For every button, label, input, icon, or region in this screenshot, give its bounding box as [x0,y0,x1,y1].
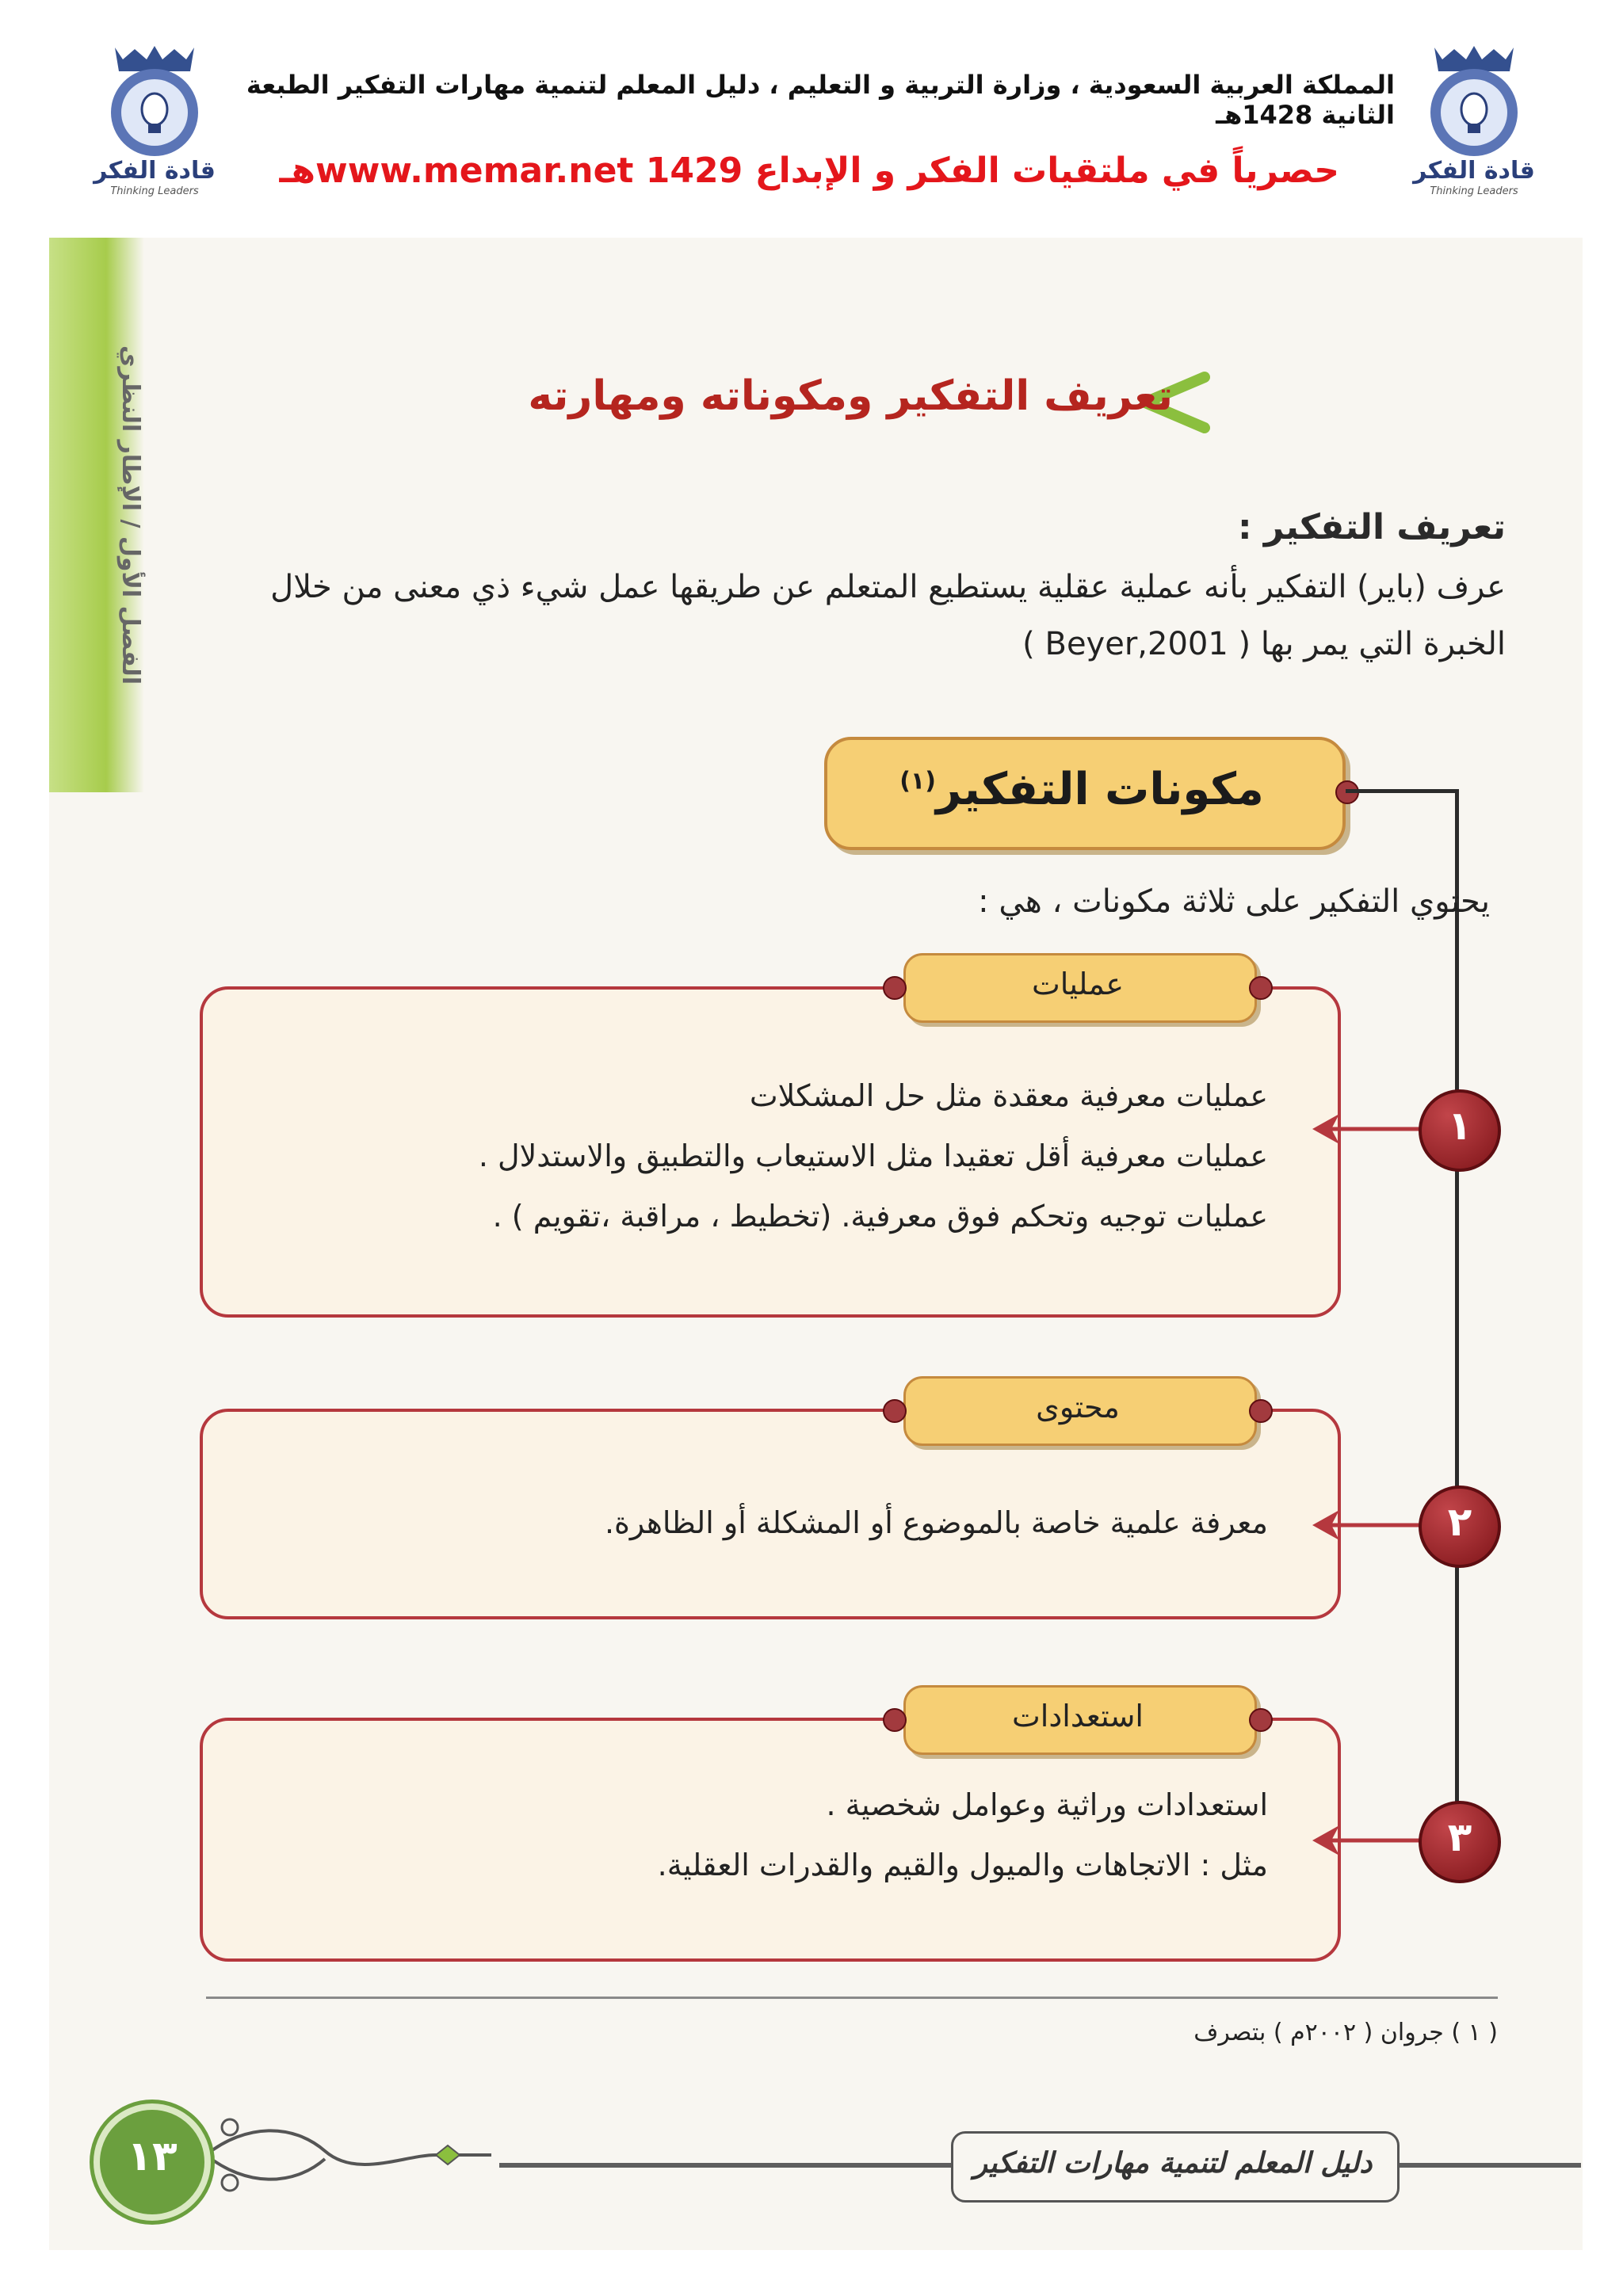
number-badge-2-text: ٢ [1447,1499,1472,1545]
component-text-dispositions [238,1775,1268,1895]
components-title [824,764,1339,815]
chapter-side-tab-label: الفصل الأول / الإطار النظري [116,345,144,685]
arrow-left-icon [1308,1505,1426,1545]
logo-subcaption: Thinking Leaders [1430,185,1518,197]
arrow-left-icon [1308,1821,1426,1860]
component-label-dispositions: استعدادات [1012,1699,1144,1733]
number-badge-3-text: ٣ [1447,1814,1472,1860]
connector-line-vertical [1455,789,1459,1862]
component-line: عمليات توجيه وتحكم فوق معرفية. (تخطيط ، مراقبة ،تقويم ) . [492,1199,1268,1234]
definition-heading: تعريف التفكير : [1237,507,1506,547]
connector-dot [1249,1708,1273,1732]
component-label-processes: عمليات [1031,967,1125,1001]
component-line: مثل : الاتجاهات والميول والقيم والقدرات العقلية. [657,1848,1268,1882]
components-intro: يحتوي التفكير على ثلاثة مكونات ، هي : [978,883,1490,920]
footnote: ( ١ ) جروان ( ٢٠٠٢م ) بتصرف [1193,2019,1498,2046]
logo-caption: قادة الفكر [94,157,216,185]
logo-caption: قادة الفكر [1413,157,1535,185]
component-line: عمليات معرفية معقدة مثل حل المشكلات [749,1078,1268,1113]
footer-book-title: دليل المعلم لتنمية مهارات التفكير [973,2147,1373,2180]
connector-line-top [1346,789,1458,793]
connector-dot [883,1399,907,1423]
footnote-divider [206,1997,1498,1999]
page-number: ١٣ [127,2133,178,2180]
component-label-content: محتوى [1036,1390,1120,1425]
ornament-flourish-icon [198,2107,499,2203]
lightbulb-head-icon [75,40,234,158]
connector-dot [1249,1399,1273,1423]
logo-left [75,40,234,198]
definition-text: عرف (باير) التفكير بأنه عملية عقلية يستطيع المتعلم عن طريقها عمل شيء ذي معنى من خلال الخبرة التي يمر بها ( Beyer,2001 ) [270,569,1506,662]
lightbulb-head-icon [1395,40,1553,158]
header-ministry-line: المملكة العربية السعودية ، وزارة التربية و التعليم ، دليل المعلم لتنمية مهارات التفكير الطبعة الثانية 1428هـ [246,70,1395,130]
component-line: معرفة علمية خاصة بالموضوع أو المشكلة أو الظاهرة. [604,1505,1268,1540]
logo-right [1395,40,1553,198]
connector-dot [883,1708,907,1732]
connector-dot [1249,976,1273,1000]
footer-rule-right [1395,2163,1581,2168]
number-badge-1-text: ١ [1447,1103,1472,1149]
logo-subcaption: Thinking Leaders [110,185,199,197]
component-line: استعدادات وراثية وعوامل شخصية . [826,1787,1268,1822]
connector-dot [883,976,907,1000]
components-title-text: مكونات التفكير [935,764,1264,815]
section-title: تعريف التفكير ومكوناته ومهارته [528,372,1173,420]
header-website-line: حصرياً في ملتقيات الفكر و الإبداع www.memar.net 1429هـ [279,151,1339,191]
component-text-processes [238,1066,1268,1246]
component-line: عمليات معرفية أقل تعقيدا مثل الاستيعاب والتطبيق والاستدلال . [478,1138,1268,1173]
components-title-ref: (١) [899,767,936,795]
footer-rule-left [499,2163,951,2168]
component-text-content [238,1493,1268,1553]
arrow-left-icon [1308,1109,1426,1149]
